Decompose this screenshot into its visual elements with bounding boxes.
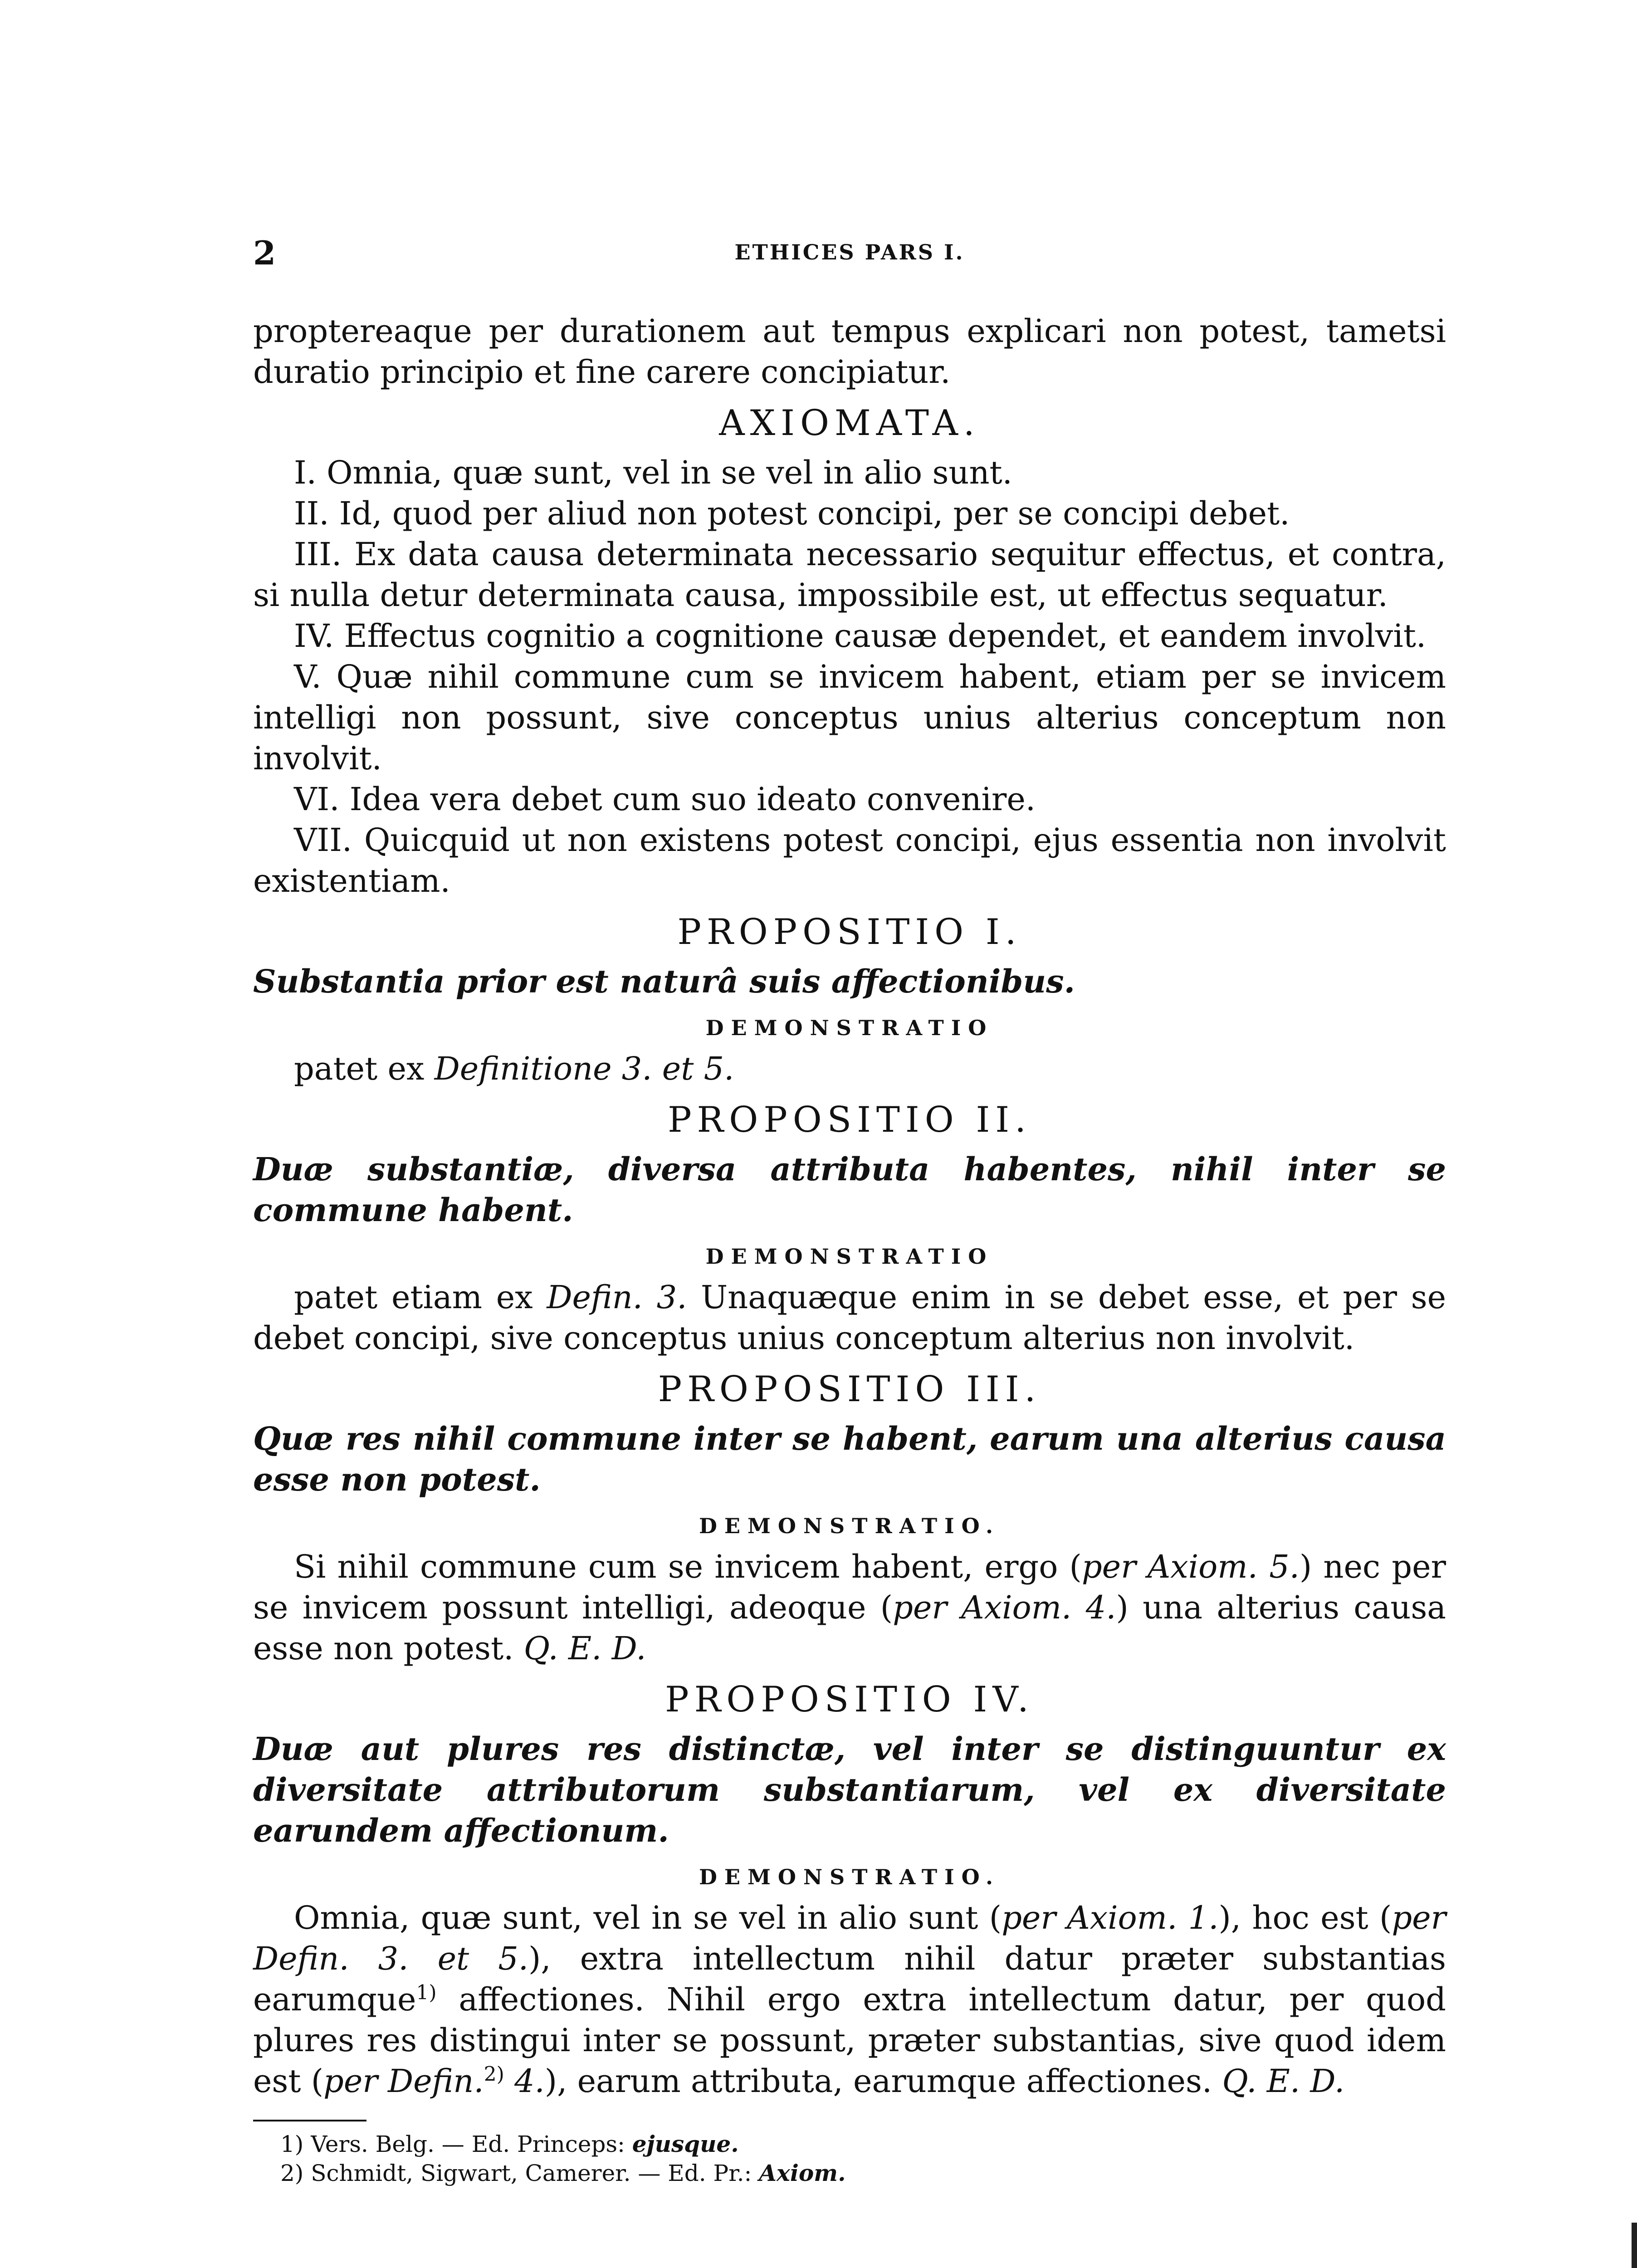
proposition-4-statement: Duæ aut plures res distinctæ, vel inter se distinguuntur ex diversitate attributorum substantiarum, vel ex diversitate earundem affectionum. [253,1730,1446,1849]
demo-text: Si nihil commune cum se invicem habent, ergo ( [294,1548,1082,1585]
running-title: ETHICES PARS I. [734,240,965,264]
demo-text: ), earum attributa, earumque affectiones. [544,2063,1222,2100]
demo-text: ), extra intellectum nihil datur præter substantias earumque [253,1940,1446,2018]
axiom-6: VI. Idea vera debet cum suo ideato convenire. [294,781,1036,818]
axiom-2: II. Id, quod per aliud non potest concipi, per se concipi debet. [294,495,1290,532]
proposition-2-demonstration [253,1277,1446,1359]
axiom-5: V. Quæ nihil commune cum se invicem habent, etiam per se invicem intelligi non possunt, sive conceptus unius alterius conceptum non involvit. [253,658,1446,777]
demo-reference: 4. [504,2063,545,2100]
footnote-marker: 2) [280,2160,304,2186]
proposition-1-heading: PROPOSITIO I. [677,912,1022,953]
footnote-text: Vers. Belg. — Ed. Princeps: [303,2131,632,2157]
axiomata-heading: AXIOMATA. [719,403,980,444]
proposition-1-demo-heading: DEMONSTRATIO [705,1016,994,1040]
demo-reference: Definitione 3. et 5. [434,1050,734,1087]
proposition-4-demo-heading: DEMONSTRATIO. [699,1865,1000,1889]
page-number: 2 [253,234,276,272]
proposition-1-statement: Substantia prior est naturâ suis affectionibus. [253,963,1075,1000]
footnote-variant: ejusque. [632,2131,739,2157]
demo-text: Unaquæque enim in se debet esse, et per se debet concipi, sive conceptus unius conceptum alterius non involvit. [253,1279,1446,1357]
footnote-text: Schmidt, Sigwart, Camerer. — Ed. Pr.: [303,2160,759,2186]
page-body [253,311,1446,2188]
axiom-4: IV. Effectus cognitio a cognitione causæ dependet, et eandem involvit. [294,617,1427,655]
demo-text: Omnia, quæ sunt, vel in se vel in alio sunt ( [294,1899,1002,1936]
demo-reference: per Axiom. 1. [1002,1899,1219,1936]
proposition-2-heading: PROPOSITIO II. [668,1100,1031,1140]
proposition-3-statement: Quæ res nihil commune inter se habent, earum una alterius causa esse non potest. [253,1420,1446,1498]
axiom-1: I. Omnia, quæ sunt, vel in se vel in alio sunt. [294,454,1012,491]
demo-text: patet ex [294,1050,435,1087]
axiom-7: VII. Quicquid ut non existens potest concipi, ejus essentia non involvit existentiam. [253,821,1446,899]
footnote-ref-2[interactable]: 2) [484,2063,504,2086]
proposition-3-demonstration [253,1546,1446,1669]
proposition-4-heading: PROPOSITIO IV. [665,1679,1034,1720]
footnote-variant: Axiom. [759,2160,846,2186]
proposition-1-demonstration [253,1048,1446,1089]
demo-text: patet etiam ex [294,1279,547,1316]
demo-reference: per Defin. 3. et 5. [253,1899,1446,1977]
qed-mark: Q. E. D. [523,1630,646,1667]
page-header [253,234,1446,270]
demo-reference: per Defin. [323,2063,484,2100]
footnote-1 [253,2130,1446,2159]
proposition-2-demo-heading: DEMONSTRATIO [705,1244,994,1269]
scan-edge-mark [1632,2223,1637,2268]
demo-text: ), hoc est ( [1218,1899,1392,1936]
axiom-3: III. Ex data causa determinata necessario sequitur effectus, et contra, si nulla detur determinata causa, impossibile est, ut effectus sequatur. [253,536,1446,614]
proposition-4-demonstration [253,1897,1446,2102]
footnote-marker: 1) [280,2131,304,2157]
proposition-3-heading: PROPOSITIO III. [658,1369,1041,1410]
demo-text: affectiones. Nihil ergo extra intellectum datur, per quod plures res distingui inter se possunt, præter substantias, sive quod idem est ( [253,1981,1446,2100]
qed-mark: Q. E. D. [1222,2063,1345,2100]
demo-reference: per Axiom. 5. [1081,1548,1300,1585]
demo-reference: per Axiom. 4. [893,1589,1116,1626]
demo-text: ) una alterius causa esse non potest. [253,1589,1446,1667]
proposition-2-statement: Duæ substantiæ, diversa attributa habentes, nihil inter se commune habent. [253,1150,1446,1229]
footnote-2 [253,2159,1446,2188]
footnote-divider [253,2120,366,2121]
footnote-ref-1[interactable]: 1) [416,1981,437,2004]
demo-reference: Defin. 3. [547,1279,687,1316]
proposition-3-demo-heading: DEMONSTRATIO. [699,1514,1000,1538]
demo-text: ) nec per se invicem possunt intelligi, adeoque ( [253,1548,1446,1626]
intro-paragraph: proptereaque per durationem aut tempus explicari non potest, tametsi duratio principio et fine carere concipiatur. [253,313,1446,391]
